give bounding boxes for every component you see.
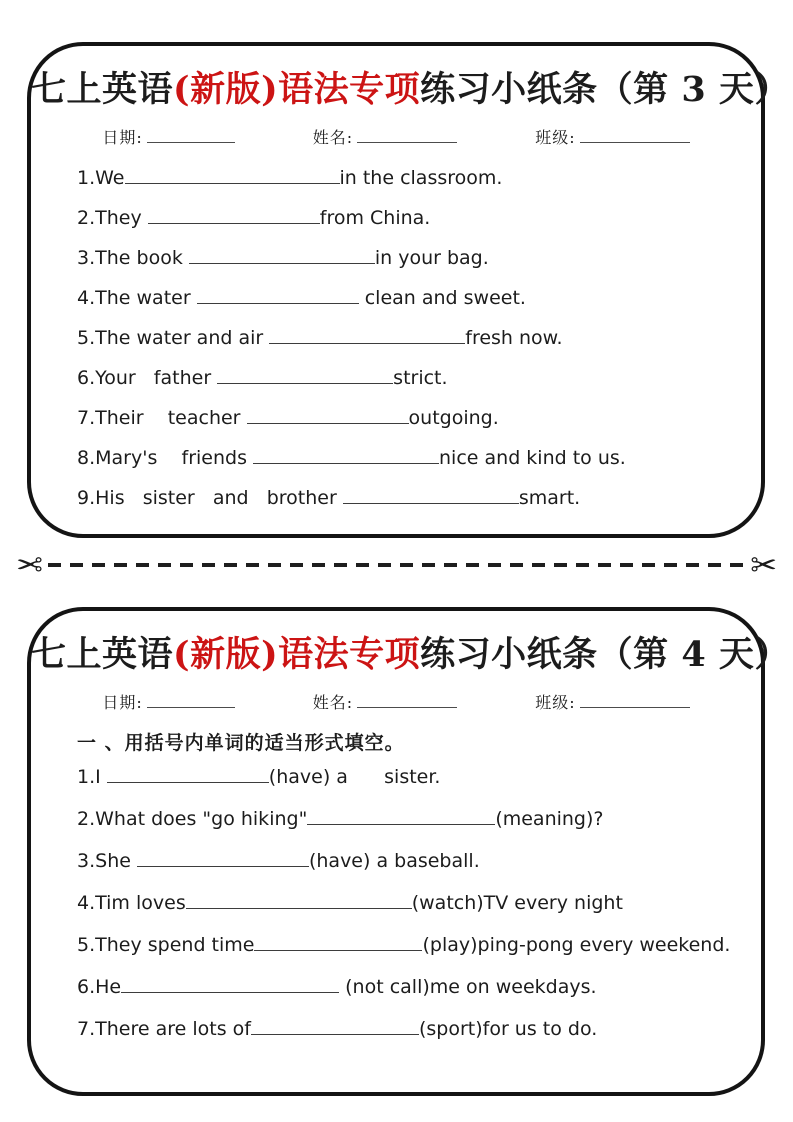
question-item	[77, 246, 751, 271]
question-pre: 3.The book	[77, 246, 189, 269]
name-blank-line	[357, 127, 457, 142]
class-label: 班级:	[535, 127, 576, 147]
question-pre: 8.Mary's friends	[77, 447, 254, 470]
answer-blank	[253, 446, 439, 464]
question-item	[77, 286, 751, 311]
date-blank-line	[147, 692, 235, 707]
answer-blank	[121, 975, 339, 993]
name-blank-line	[357, 692, 457, 707]
question-post: (watch)TV every night	[411, 891, 623, 914]
question-post: in the classroom.	[339, 166, 503, 189]
date-field	[102, 690, 234, 713]
question-item	[77, 891, 751, 916]
class-field	[535, 690, 689, 713]
cut-line-divider	[0, 546, 793, 584]
question-post: (sport)for us to do.	[418, 1018, 598, 1041]
question-post: (play)ping-pong every weekend.	[422, 933, 731, 956]
answer-blank	[125, 166, 340, 184]
question-pre: 5.The water and air	[77, 326, 270, 349]
question-post: clean and sweet.	[358, 286, 526, 309]
question-pre: 7.Their teacher	[77, 407, 247, 430]
question-item	[77, 1017, 751, 1042]
answer-blank	[251, 1017, 419, 1035]
answer-blank	[269, 326, 465, 344]
class-blank-line	[580, 692, 690, 707]
name-field	[313, 690, 457, 713]
date-blank-line	[147, 127, 235, 142]
worksheet-slip-day4	[27, 607, 790, 1096]
title-text-left: 七上英语	[31, 69, 174, 110]
question-item	[77, 849, 751, 874]
section-heading: 一 、用括号内单词的适当形式填空。	[77, 731, 405, 754]
question-item	[77, 406, 751, 431]
dashed-cut-line	[48, 563, 745, 567]
answer-blank	[197, 286, 359, 304]
question-pre: 6.Your father	[77, 367, 218, 390]
question-post: smart.	[518, 487, 581, 510]
question-post: (meaning)?	[495, 807, 604, 830]
question-pre: 1.We	[77, 166, 125, 189]
question-pre: 5.They spend time	[77, 933, 255, 956]
answer-blank	[186, 891, 412, 909]
header-fields-row	[31, 125, 761, 148]
question-item	[77, 975, 751, 1000]
question-pre: 3.She	[77, 849, 137, 872]
answer-blank	[247, 406, 409, 424]
question-post: strict.	[393, 367, 448, 390]
question-pre: 1.I	[77, 765, 107, 788]
question-list	[77, 765, 751, 1043]
question-pre: 4.Tim loves	[77, 891, 186, 914]
title-text-red: (新版)语法专项	[173, 69, 421, 110]
header-fields-row	[31, 690, 761, 713]
scissors-icon: ✂	[750, 546, 777, 584]
question-pre: 2.What does "go hiking"	[77, 807, 308, 830]
question-pre: 2.They	[77, 206, 148, 229]
question-item	[77, 166, 751, 191]
answer-blank	[137, 849, 309, 867]
question-item	[77, 807, 751, 832]
answer-blank	[107, 765, 269, 783]
question-item	[77, 326, 751, 351]
question-item	[77, 446, 751, 471]
question-post: (have) a baseball.	[308, 849, 480, 872]
date-field	[102, 125, 234, 148]
question-item	[77, 486, 751, 511]
scissors-icon: ✂	[16, 546, 43, 584]
answer-blank	[189, 246, 375, 264]
question-item	[77, 933, 751, 958]
answer-blank	[343, 486, 519, 504]
date-label: 日期:	[102, 127, 143, 147]
title-text-left: 七上英语	[31, 634, 174, 675]
worksheet-slip-day3	[27, 42, 790, 538]
question-post: nice and kind to us.	[439, 447, 626, 470]
slip-title	[31, 69, 790, 110]
title-text-right: 练习小纸条（第 4 天）	[420, 634, 790, 675]
question-post: in your bag.	[374, 246, 489, 269]
class-field	[535, 125, 689, 148]
question-pre: 6.He	[77, 976, 122, 999]
question-post: from China.	[319, 206, 431, 229]
question-list	[77, 166, 751, 512]
answer-blank	[254, 933, 422, 951]
answer-blank	[307, 807, 495, 825]
question-pre: 9.His sister and brother	[77, 487, 343, 510]
slip-title	[31, 634, 790, 675]
question-post: (have) a sister.	[268, 765, 441, 788]
title-text-red: (新版)语法专项	[173, 634, 421, 675]
name-label: 姓名:	[312, 127, 354, 147]
answer-blank	[148, 206, 320, 224]
question-item	[77, 765, 751, 790]
title-text-right: 练习小纸条（第 3 天）	[420, 69, 790, 110]
name-label: 姓名:	[312, 692, 354, 712]
question-pre: 7.There are lots of	[77, 1018, 251, 1041]
question-item	[77, 206, 751, 231]
question-pre: 4.The water	[77, 286, 197, 309]
class-label: 班级:	[535, 692, 576, 712]
name-field	[313, 125, 457, 148]
answer-blank	[217, 366, 393, 384]
class-blank-line	[580, 127, 690, 142]
question-post: fresh now.	[465, 326, 563, 349]
question-item	[77, 366, 751, 391]
date-label: 日期:	[102, 692, 143, 712]
question-post: (not call)me on weekdays.	[339, 976, 597, 999]
question-post: outgoing.	[408, 407, 499, 430]
